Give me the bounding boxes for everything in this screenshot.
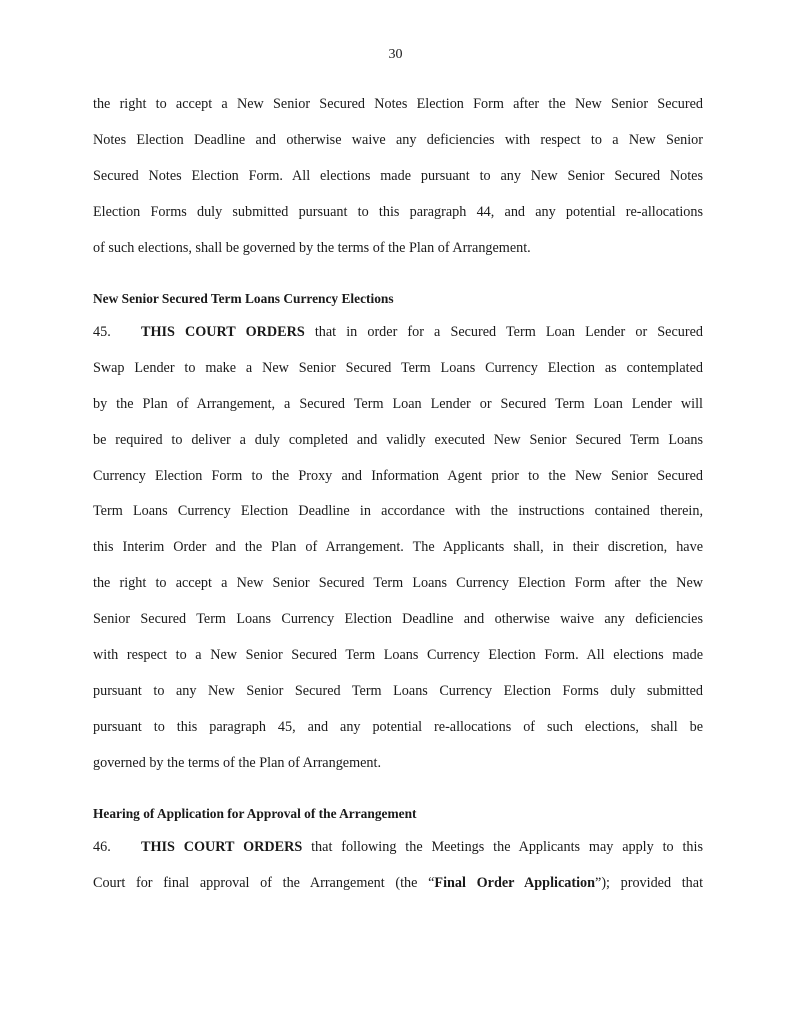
text-line: pursuant to this paragraph 45, and any potential re-allocations of such elections, shall be <box>93 719 703 735</box>
text-span: ”); provided that <box>595 875 704 891</box>
defined-term: Final Order Application <box>434 875 596 891</box>
text-line: be required to deliver a duly completed and validly executed New Senior Secured Term Loans <box>93 432 703 448</box>
text-line: Currency Election Form to the Proxy and Information Agent prior to the New Senior Secured <box>93 468 703 484</box>
text-line: Term Loans Currency Election Deadline in accordance with the instructions contained therein, <box>93 503 703 519</box>
text-line: of such elections, shall be governed by the terms of the Plan of Arrangement. <box>93 240 531 256</box>
text-span: Court for final approval of the Arrangement (the “ <box>93 875 435 891</box>
text-line: this Interim Order and the Plan of Arrangement. The Applicants shall, in their discretion, have <box>93 539 703 555</box>
paragraph-number: 45. <box>93 324 111 340</box>
text-line: the right to accept a New Senior Secured Term Loans Currency Election Form after the New <box>93 575 703 591</box>
text-line <box>93 838 703 856</box>
text-span: that in order for a Secured Term Loan Lender or Secured <box>304 324 703 340</box>
text-line: governed by the terms of the Plan of Arrangement. <box>93 755 382 771</box>
text-line: Election Forms duly submitted pursuant to this paragraph 44, and any potential re-allocations <box>93 204 703 220</box>
paragraph-number: 46. <box>93 839 111 855</box>
text-line: Secured Notes Election Form. All elections made pursuant to any New Senior Secured Notes <box>93 168 703 184</box>
text-line: Swap Lender to make a New Senior Secured Term Loans Currency Election as contemplated <box>93 360 703 376</box>
section-heading: Hearing of Application for Approval of the Arrangement <box>93 806 417 821</box>
text-line: pursuant to any New Senior Secured Term Loans Currency Election Forms duly submitted <box>93 683 703 699</box>
text-line <box>93 874 703 892</box>
text-span: that following the Meetings the Applicants may apply to this <box>302 839 703 855</box>
section-heading: New Senior Secured Term Loans Currency Elections <box>93 291 394 306</box>
text-line <box>93 323 703 341</box>
bold-lead: THIS COURT ORDERS <box>141 839 303 855</box>
page-number: 30 <box>388 47 403 62</box>
text-line: Notes Election Deadline and otherwise waive any deficiencies with respect to a New Senior <box>93 132 703 148</box>
text-line: Senior Secured Term Loans Currency Election Deadline and otherwise waive any deficiencies <box>93 611 703 627</box>
bold-lead: THIS COURT ORDERS <box>141 324 305 340</box>
text-line: the right to accept a New Senior Secured Notes Election Form after the New Senior Secured <box>93 96 703 112</box>
text-line: by the Plan of Arrangement, a Secured Term Loan Lender or Secured Term Loan Lender will <box>93 396 703 412</box>
text-line: with respect to a New Senior Secured Term Loans Currency Election Form. All elections made <box>93 647 703 663</box>
